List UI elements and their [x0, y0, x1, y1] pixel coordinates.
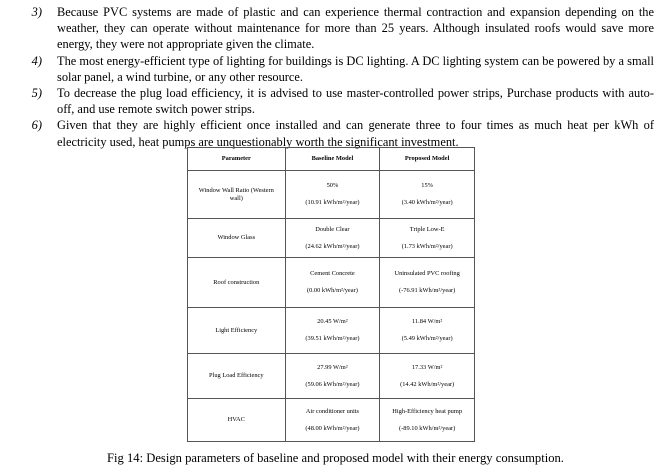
table-header-row [188, 148, 475, 171]
parameter-cell [188, 219, 286, 258]
parameter-label: Window Glass [217, 234, 256, 241]
list-item [14, 53, 654, 85]
figure-caption: Fig 14: Design parameters of baseline and proposed model with their energy consumption. [107, 451, 564, 465]
header-proposed: Proposed Model [380, 148, 475, 171]
parameter-label: HVAC [227, 416, 245, 423]
parameter-cell [188, 258, 286, 308]
header-baseline: Baseline Model [285, 148, 380, 171]
parameter-label: Roof construction [213, 278, 260, 286]
design-parameters-table [187, 147, 475, 442]
parameter-cell [188, 308, 286, 354]
baseline-value: 27.99 W/m² [317, 363, 348, 371]
baseline-energy: (39.51 kWh/m²/year) [305, 335, 360, 342]
proposed-value: High-Efficiency heat pump [392, 407, 463, 415]
proposed-energy: (14.42 kWh/m²/year) [400, 380, 455, 388]
baseline-cell [285, 219, 380, 258]
proposed-energy: (-76.91 kWh/m²/year) [399, 287, 456, 294]
table-row [188, 258, 475, 308]
proposed-value: 17.33 W/m² [411, 363, 443, 371]
proposed-cell [380, 308, 475, 354]
baseline-energy: (48.00 kWh/m²/year) [305, 424, 360, 432]
baseline-cell [285, 171, 380, 219]
table-row [188, 308, 475, 354]
table-row [188, 399, 475, 442]
baseline-value: 50% [326, 182, 339, 189]
baseline-energy: (59.06 kWh/m²/year) [305, 380, 360, 388]
list-number: 6) [31, 118, 42, 133]
list-text: The most energy-efficient type of lighting for buildings is DC lighting. A DC lighting system can be powered by a small solar panel, a wind turbine, or any other resource. [57, 53, 654, 84]
parameter-cell [188, 354, 286, 399]
table-row [188, 219, 475, 258]
baseline-value: Cement Concrete [310, 270, 355, 277]
proposed-value: Triple Low-E [409, 225, 445, 233]
list-item [14, 4, 654, 53]
baseline-value: 20.45 W/m² [317, 318, 348, 325]
baseline-energy: (10.91 kWh/m²/year) [305, 199, 360, 206]
parameter-label: Light Efficiency [215, 326, 258, 334]
baseline-value: Double Clear [315, 225, 350, 233]
parameter-label: Plug Load Efficiency [209, 372, 264, 379]
parameter-cell [188, 399, 286, 442]
proposed-cell [380, 399, 475, 442]
baseline-cell [285, 354, 380, 399]
numbered-list [14, 4, 654, 150]
proposed-energy: (-89.10 kWh/m²/year) [399, 424, 456, 432]
proposed-energy: (3.40 kWh/m²/year) [401, 199, 453, 206]
proposed-cell [380, 354, 475, 399]
list-number: 4) [31, 53, 42, 68]
list-text: To decrease the plug load efficiency, it is advised to use master-controlled power strips, Purchase products with auto-off, and use remote switch power strips. [57, 86, 654, 117]
list-item [14, 85, 654, 117]
list-item [14, 117, 654, 149]
list-number: 3) [31, 5, 42, 19]
baseline-value: Air conditioner units [305, 407, 360, 415]
proposed-value: 15% [421, 182, 433, 189]
proposed-cell [380, 219, 475, 258]
baseline-cell [285, 308, 380, 354]
table-row [188, 354, 475, 399]
proposed-value: 11.84 W/m² [411, 318, 443, 325]
baseline-cell [285, 399, 380, 442]
proposed-energy: (5.49 kWh/m²/year) [401, 335, 453, 342]
list-text: Given that they are highly efficient once installed and can generate three to four times as much heat per kWh of electricity used, heat pumps are unquestionably worth the significant investment. [57, 118, 654, 149]
parameter-label: Window Wall Ratio (Western wall) [198, 186, 274, 202]
baseline-energy: (24.62 kWh/m²/year) [305, 242, 360, 250]
header-parameter: Parameter [188, 148, 286, 171]
list-text: Because PVC systems are made of plastic and can experience thermal contraction and expansion depending on the weather, they can operate without maintenance for more than 25 years. Although insulated roofs would save more energy, they were not appropriate given the climate. [57, 5, 654, 52]
baseline-energy: (0.00 kWh/m²/year) [306, 287, 358, 294]
proposed-cell [380, 171, 475, 219]
proposed-cell [380, 258, 475, 308]
table-row [188, 171, 475, 219]
parameter-cell [188, 171, 286, 219]
proposed-value: Uninsulated PVC roofing [394, 270, 460, 277]
list-number: 5) [31, 86, 42, 101]
proposed-energy: (1.73 kWh/m²/year) [401, 242, 453, 250]
baseline-cell [285, 258, 380, 308]
